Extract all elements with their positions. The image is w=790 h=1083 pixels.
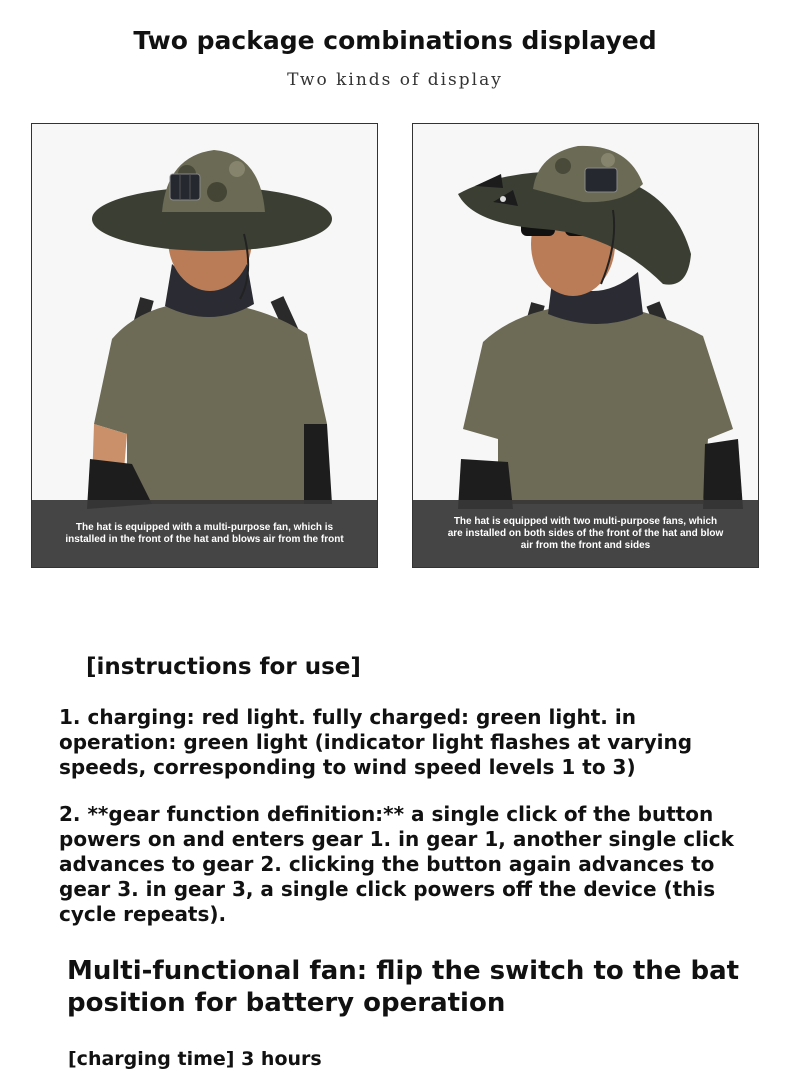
charging-time: [charging time] 3 hours	[68, 1048, 322, 1070]
instruction-item-gear-function: 2. **gear function definition:** a single click of the button powers on and enters gear 1. in gear 1, another single click advances to gear 2. clicking the button again advances to gear 3. in gear 3, a single click powers off the device (this cycle repeats).	[59, 802, 734, 926]
page-subtitle: Two kinds of display	[287, 70, 503, 90]
fan-battery-note: Multi-functional fan: flip the switch to the bat position for battery operation	[67, 956, 740, 1018]
product-panel-front-fan	[31, 123, 378, 568]
product-caption-front-fan: The hat is equipped with a multi-purpose fan, which is installed in the front of the hat and blows air from the front	[32, 500, 377, 567]
instructions-heading: [instructions for use]	[86, 654, 361, 680]
page-title: Two package combinations displayed	[133, 26, 657, 55]
product-caption-side-fans: The hat is equipped with two multi-purpose fans, which are installed on both sides of the front of the hat and blow air from the front and sides	[413, 500, 758, 567]
instruction-item-charging: 1. charging: red light. fully charged: green light. in operation: green light (indicator light flashes at varying speeds, corresponding to wind speed levels 1 to 3)	[59, 705, 693, 779]
product-panel-side-fans	[412, 123, 759, 568]
